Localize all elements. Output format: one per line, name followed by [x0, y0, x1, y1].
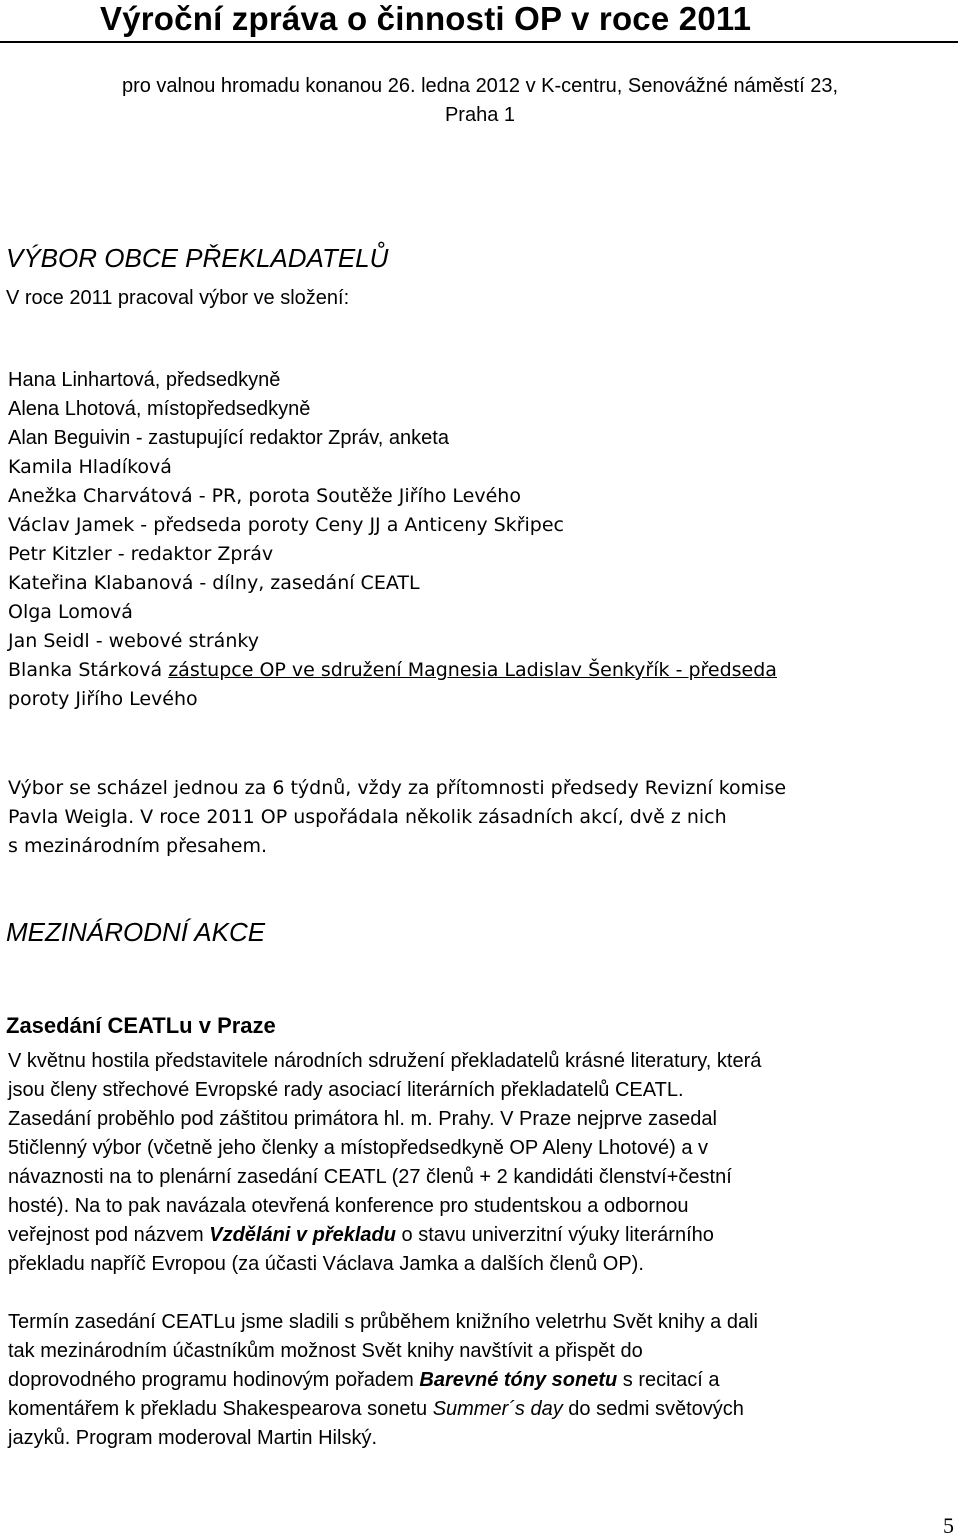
paragraph-line: tak mezinárodním účastníkům možnost Svět knihy navštívit a přispět do [8, 1340, 643, 1362]
ceatl-subheading: Zasedání CEATLu v Praze [6, 1013, 276, 1038]
text-run: o stavu univerzitní výuky literárního [395, 1224, 714, 1246]
text-run: Pavla Weigla. [8, 806, 135, 828]
member-item: Kateřina Klabanová - dílny, zasedání CEATL [8, 572, 420, 594]
text-run: s recitací a [617, 1369, 720, 1391]
member-item: Kamila Hladíková [8, 456, 172, 478]
member-item: Petr Kitzler - redaktor Zpráv [8, 543, 274, 565]
member-item: Olga Lomová [8, 601, 133, 623]
committee-intro: V roce 2011 pracoval výbor ve složení: [6, 287, 350, 309]
page-number: 5 [943, 1513, 954, 1538]
member-item: Alan Beguivin - zastupující redaktor Zpráv, anketa [8, 427, 449, 449]
subtitle-line: pro valnou hromadu konanou 26. ledna 2012 v K-centru, Senovážné náměstí 23, [121, 75, 839, 97]
paragraph-line: jsou členy střechové Evropské rady asociací literárních překladatelů CEATL. [8, 1079, 684, 1101]
paragraph-line: V květnu hostila představitele národních sdružení překladatelů krásné literatury, která [8, 1050, 762, 1072]
text-run: doprovodného programu hodinovým pořadem [8, 1369, 420, 1391]
text-run: do sedmi světových [562, 1398, 744, 1420]
member-item: Jan Seidl - webové stránky [8, 630, 259, 652]
committee-member-list [8, 366, 777, 714]
paragraph-line [8, 1366, 958, 1395]
paragraph-line: jazyků. Program moderoval Martin Hilský. [8, 1427, 377, 1449]
member-item [8, 656, 777, 685]
paragraph-line [8, 1221, 958, 1250]
member-role: zástupce OP ve sdružení Magnesia Ladislav Šenkyřík - předseda [168, 659, 777, 681]
emphasis-title: Vzděláni v překladu [209, 1224, 396, 1246]
paragraph-line: hosté). Na to pak navázala otevřená konference pro studentskou a odbornou [8, 1195, 689, 1217]
international-heading: MEZINÁRODNÍ AKCE [6, 917, 266, 947]
member-item: Alena Lhotová, místopředsedkyně [8, 398, 311, 420]
paragraph-line: návaznosti na to plenární zasedání CEATL (27 členů + 2 kandidáti členství+čestní [8, 1166, 732, 1188]
ceatl-paragraph-1 [8, 1047, 958, 1279]
emphasis-title: Summer´s day [432, 1398, 563, 1420]
paragraph-line: překladu napříč Evropou (za účasti Václava Jamka a dalších členů OP). [8, 1253, 644, 1275]
member-item: poroty Jiřího Levého [8, 688, 198, 710]
member-name: Blanka Stárková [8, 659, 169, 681]
paragraph-line [8, 1395, 958, 1424]
member-item: Václav Jamek - předseda poroty Ceny JJ a Anticeny Skřipec [8, 514, 564, 536]
document-subtitle [0, 72, 960, 130]
paragraph-line: Termín zasedání CEATLu jsme sladili s průběhem knižního veletrhu Svět knihy a dali [8, 1311, 758, 1333]
document-title: Výroční zpráva o činnosti OP v roce 2011 [100, 0, 752, 37]
title-underline [0, 41, 958, 43]
member-item: Hana Linhartová, předsedkyně [8, 369, 281, 391]
subtitle-line: Praha 1 [444, 104, 516, 126]
text-run: veřejnost pod názvem [8, 1224, 210, 1246]
paragraph-line: Výbor se scházel jednou za 6 týdnů, vždy za přítomnosti předsedy Revizní komise [8, 777, 787, 799]
member-item: Anežka Charvátová - PR, porota Soutěže Jiřího Levého [8, 485, 521, 507]
ceatl-paragraph-2 [8, 1308, 958, 1453]
emphasis-title: Barevné tóny sonetu [419, 1369, 618, 1391]
paragraph-line [8, 803, 958, 832]
text-run: V roce 2011 OP uspořádala několik zásadních akcí, dvě z nich [134, 806, 727, 828]
paragraph-line: 5tičlenný výbor (včetně jeho členky a místopředsedkyně OP Aleny Lhotové) a v [8, 1137, 709, 1159]
committee-meetings-paragraph [8, 774, 958, 861]
committee-heading: VÝBOR OBCE PŘEKLADATELŮ [6, 243, 389, 273]
paragraph-line: s mezinárodním přesahem. [8, 835, 267, 857]
paragraph-line: Zasedání proběhlo pod záštitou primátora hl. m. Prahy. V Praze nejprve zasedal [8, 1108, 717, 1130]
text-run: komentářem k překladu Shakespearova sonetu [8, 1398, 433, 1420]
